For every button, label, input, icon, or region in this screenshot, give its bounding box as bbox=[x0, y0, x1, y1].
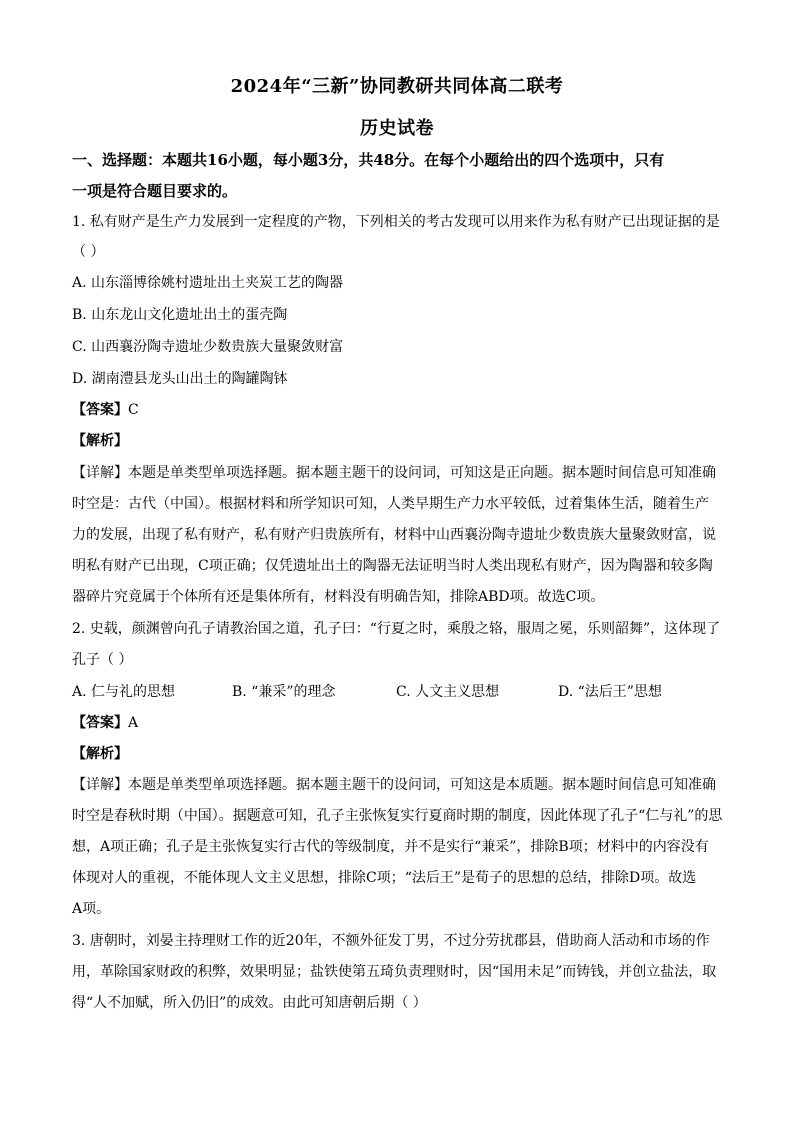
q2-option-a: A. 仁与礼的思想 bbox=[72, 684, 176, 700]
q2-detail-line4: 体现对人的重视，不能体现人文主义思想，排除C项；“法后王”是荀子的思想的总结，排除D项。故选 bbox=[72, 870, 697, 886]
q2-detail-line1: 【详解】本题是单类型单项选择题。据本题主题干的设问词，可知这是本质题。据本题时间信息可知准确 bbox=[72, 777, 716, 793]
q2-answer-value: A bbox=[128, 715, 139, 731]
q3-stem-line2: 用，革除国家财政的积弊，效果明显；盐铁使第五琦负责理财时，因“国用未足”而铸钱，并创立盐法，取 bbox=[72, 964, 717, 980]
q2-answer bbox=[72, 714, 722, 732]
q1-analysis-label: 【解析】 bbox=[72, 433, 128, 449]
q2-option-b: B. “兼采”的理念 bbox=[232, 684, 336, 700]
q2-detail-line2: 时空是春秋时期（中国）。据题意可知，孔子主张恢复实行夏商时期的制度，因此体现了孔子“仁与礼”的思 bbox=[72, 808, 723, 824]
section-instruction-line2: 一项是符合题目要求的。 bbox=[72, 182, 238, 200]
q1-detail-line3: 力的发展，出现了私有财产，私有财产归贵族所有，材料中山西襄汾陶寺遗址少数贵族大量聚敛财富，说 bbox=[72, 527, 716, 543]
q1-option-b: B. 山东龙山文化遗址出土的蛋壳陶 bbox=[72, 307, 288, 323]
q3-stem-line3: 得“人不加赋，所入仍旧”的成效。由此可知唐朝后期（ ） bbox=[72, 995, 427, 1011]
q2-stem-line1: 2. 史载，颜渊曾向孔子请教治国之道，孔子曰：“行夏之时，乘殷之辂，服周之冕，乐则韶舞”，这体现了 bbox=[72, 621, 721, 637]
q1-detail-line4: 明私有财产已出现，C项正确；仅凭遗址出土的陶器无法证明当时人类出现私有财产，因为陶器和较多陶 bbox=[72, 558, 713, 574]
q1-detail-line2: 时空是：古代（中国）。根据材料和所学知识可知，人类早期生产力水平较低，过着集体生活，随着生产 bbox=[72, 496, 709, 512]
q2-answer-label: 【答案】 bbox=[72, 715, 128, 731]
q2-option-d: D. “法后王”思想 bbox=[558, 684, 662, 700]
q1-detail-line1: 【详解】本题是单类型单项选择题。据本题主题干的设问词，可知这是正向题。据本题时间信息可知准确 bbox=[72, 465, 716, 481]
section-instruction-line1: 一、选择题：本题共16小题，每小题3分，共48分。在每个小题给出的四个选项中，只有 bbox=[72, 151, 665, 169]
q3-stem-line1: 3. 唐朝时，刘晏主持理财工作的近20年，不额外征发丁男，不过分劳扰郡县，借助商人活动和市场的作 bbox=[72, 933, 710, 949]
q1-answer-value: C bbox=[128, 402, 139, 418]
exam-title: 2024年“三新”协同教研共同体高二联考 bbox=[230, 76, 564, 97]
q1-answer-label: 【答案】 bbox=[72, 402, 128, 418]
q2-option-c: C. 人文主义思想 bbox=[396, 684, 500, 700]
q1-stem-line1: 1. 私有财产是生产力发展到一定程度的产物，下列相关的考古发现可以用来作为私有财产已出现证据的是 bbox=[72, 214, 720, 230]
q1-detail-line5: 器碎片究竟属于个体所有还是集体所有，材料没有明确告知，排除ABD项。故选C项。 bbox=[72, 589, 605, 605]
q1-option-d: D. 湖南澧县龙头山出土的陶罐陶钵 bbox=[72, 371, 288, 387]
q1-answer bbox=[72, 401, 722, 419]
q2-detail-line5: A项。 bbox=[72, 901, 111, 917]
q2-detail-line3: 想，A项正确；孔子是主张恢复实行古代的等级制度，并不是实行“兼采”，排除B项；材料中的内容没有 bbox=[72, 839, 709, 855]
q1-option-c: C. 山西襄汾陶寺遗址少数贵族大量聚敛财富 bbox=[72, 339, 344, 355]
exam-subtitle: 历史试卷 bbox=[360, 118, 434, 139]
q1-stem-line2: （ ） bbox=[72, 244, 105, 260]
q1-option-a: A. 山东淄博徐姚村遗址出土夹炭工艺的陶器 bbox=[72, 275, 344, 291]
q2-stem-line2: 孔子（ ） bbox=[72, 652, 133, 668]
q2-analysis-label: 【解析】 bbox=[72, 746, 128, 762]
